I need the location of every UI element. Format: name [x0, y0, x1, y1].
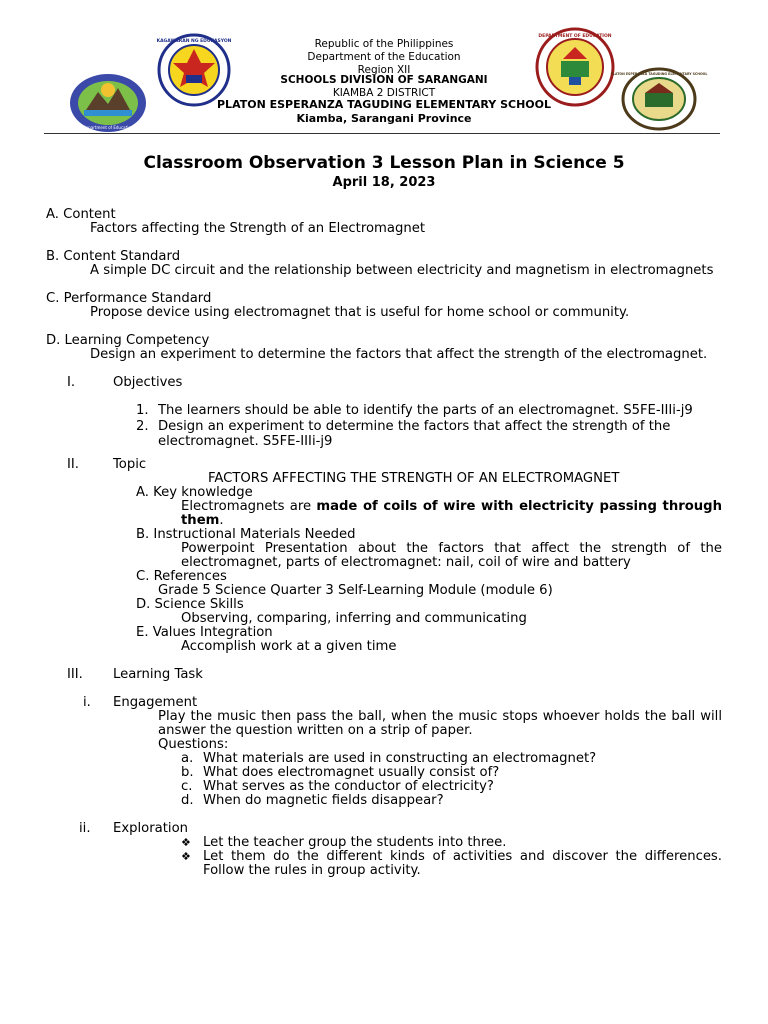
objective-1-number: 1. [136, 403, 149, 418]
learning-competency-label: D. Learning Competency [46, 333, 210, 348]
question-a-text: What materials are used in constructing an electromagnet? [203, 751, 597, 766]
header-republic: Republic of the Philippines [314, 38, 454, 50]
question-a-letter: a. [181, 751, 194, 766]
header-division: SCHOOLS DIVISION OF SARANGANI [280, 74, 488, 86]
objectives-label: Objectives [113, 375, 183, 390]
materials-text: Powerpoint Presentation about the factors that affect the strength of the electromagnet, parts of electromagnet: nail, coil of wire and battery [181, 541, 722, 570]
content-label: A. Content [46, 207, 116, 222]
exploration-item-1: Let the teacher group the students into three. [203, 835, 507, 850]
content-standard-text: A simple DC circuit and the relationship between electricity and magnetism in electromagnets [90, 263, 714, 278]
objective-2-text-line2: electromagnet. S5FE-IIIi-j9 [158, 434, 333, 449]
questions-label: Questions: [158, 737, 229, 752]
key-knowledge-text [181, 500, 722, 528]
question-d-letter: d. [181, 793, 194, 808]
engagement-label: Engagement [113, 695, 198, 710]
question-c-text: What serves as the conductor of electricity? [203, 779, 494, 794]
key-knowledge-end: . [219, 513, 224, 528]
values-integration-label: E. Values Integration [136, 625, 273, 640]
science-skills-text: Observing, comparing, inferring and communicating [181, 611, 527, 626]
header-school-name: PLATON ESPERANZA TAGUDING ELEMENTARY SCHOOL [217, 98, 551, 111]
performance-standard-text: Propose device using electromagnet that is useful for home school or community. [90, 305, 630, 320]
topic-number: II. [67, 457, 79, 472]
topic-heading: FACTORS AFFECTING THE STRENGTH OF AN ELECTROMAGNET [208, 471, 620, 486]
question-b-text: What does electromagnet usually consist of? [203, 765, 500, 780]
header-region: Region XII [357, 64, 411, 76]
header-department: Department of the Education [307, 51, 461, 63]
header-address: Kiamba, Sarangani Province [296, 112, 472, 125]
content-text: Factors affecting the Strength of an Electromagnet [90, 221, 425, 236]
exploration-item-2: Let them do the different kinds of activities and discover the differences. Follow the rules in group activity. [203, 849, 722, 878]
learning-task-number: III. [67, 667, 83, 682]
header-divider [44, 133, 720, 134]
objective-2-text-line1: Design an experiment to determine the factors that affect the strength of the [158, 419, 671, 434]
header-district: KIAMBA 2 DISTRICT [332, 87, 436, 99]
references-text: Grade 5 Science Quarter 3 Self-Learning Module (module 6) [158, 583, 553, 598]
values-integration-text: Accomplish work at a given time [181, 639, 397, 654]
question-c-letter: c. [181, 779, 193, 794]
performance-standard-label: C. Performance Standard [46, 291, 212, 306]
content-standard-label: B. Content Standard [46, 249, 181, 264]
objectives-number: I. [67, 375, 76, 390]
question-d-text: When do magnetic fields disappear? [203, 793, 444, 808]
key-knowledge-bold: made of coils of wire with electricity passing through them [181, 499, 722, 528]
materials-label: B. Instructional Materials Needed [136, 527, 356, 542]
exploration-number: ii. [79, 821, 91, 836]
topic-label: Topic [113, 457, 147, 472]
exploration-bullet-2-icon: ❖ [181, 850, 191, 863]
science-skills-label: D. Science Skills [136, 597, 244, 612]
engagement-number: i. [83, 695, 91, 710]
region-seal-text: Department of Education [82, 125, 134, 130]
division-seal-text: DEPARTMENT OF EDUCATION [538, 34, 612, 39]
learning-task-label: Learning Task [113, 667, 203, 682]
lesson-date: April 18, 2023 [332, 175, 436, 190]
exploration-bullet-1-icon: ❖ [181, 836, 191, 849]
page-title: Classroom Observation 3 Lesson Plan in Science 5 [143, 153, 625, 173]
key-knowledge-label: A. Key knowledge [136, 485, 253, 500]
exploration-label: Exploration [113, 821, 189, 836]
deped-seal-text: KAGAWARAN NG EDUKASYON [156, 39, 232, 44]
objective-2-number: 2. [136, 419, 149, 434]
references-label: C. References [136, 569, 227, 584]
engagement-text: Play the music then pass the ball, when the music stops whoever holds the ball will answer the question written on a strip of paper. [158, 709, 722, 738]
question-b-letter: b. [181, 765, 194, 780]
school-seal-text: PLATON ESPERANZA TAGUDING ELEMENTARY SCHOOL [610, 72, 708, 76]
key-knowledge-plain: Electromagnets are [181, 499, 317, 514]
objective-1-text: The learners should be able to identify the parts of an electromagnet. S5FE-IIIi-j9 [158, 403, 693, 418]
learning-competency-text: Design an experiment to determine the factors that affect the strength of the electromagnet. [90, 347, 708, 362]
